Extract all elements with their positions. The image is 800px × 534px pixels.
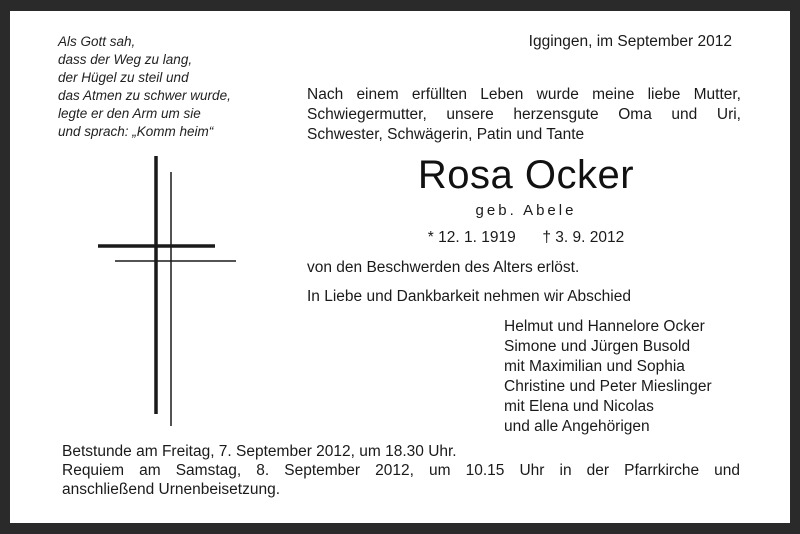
- intro-line: Schwiegermutter, unsere herzensgute Oma und Uri,: [307, 106, 741, 123]
- mourner-line: und alle Angehörigen: [504, 418, 650, 435]
- service-line: Betstunde am Freitag, 7. September 2012, um 18.30 Uhr.: [62, 443, 457, 460]
- service-line: Requiem am Samstag, 8. September 2012, um 10.15 Uhr in der Pfarrkirche und: [62, 462, 740, 479]
- service-line: anschließend Urnenbeisetzung.: [62, 481, 280, 498]
- mourner-line: Christine und Peter Mieslinger: [504, 378, 712, 395]
- mourner-line: Helmut und Hannelore Ocker: [504, 318, 705, 335]
- maiden-name: geb. Abele: [475, 202, 577, 219]
- life-dates: [306, 229, 746, 247]
- mourner-line: mit Elena und Nicolas: [504, 398, 654, 415]
- birth-date: 12. 1. 1919: [438, 229, 516, 246]
- poem-line: und sprach: „Komm heim“: [58, 124, 214, 139]
- poem: [58, 33, 231, 141]
- poem-line: der Hügel zu steil und: [58, 70, 189, 85]
- intro-line: Nach einem erfüllten Leben wurde meine liebe Mutter,: [307, 86, 741, 103]
- death-symbol: †: [542, 229, 551, 246]
- intro-text: [307, 85, 741, 145]
- mourner-line: Simone und Jürgen Busold: [504, 338, 691, 355]
- farewell-text: In Liebe und Dankbarkeit nehmen wir Abschied: [307, 288, 631, 305]
- double-line-cross-icon: [94, 156, 239, 426]
- mourners-list: [504, 317, 712, 437]
- poem-line: das Atmen zu schwer wurde,: [58, 88, 231, 103]
- birth-symbol: *: [427, 229, 434, 246]
- death-date: 3. 9. 2012: [555, 229, 625, 246]
- poem-line: legte er den Arm um sie: [58, 106, 201, 121]
- service-info: [62, 442, 740, 499]
- poem-line: Als Gott sah,: [58, 34, 136, 49]
- obituary-card: [10, 11, 790, 523]
- intro-line: Schwester, Schwägerin, Patin und Tante: [307, 126, 585, 143]
- mourner-line: mit Maximilian und Sophia: [504, 358, 685, 375]
- place-date: Iggingen, im September 2012: [528, 33, 732, 50]
- released-text: von den Beschwerden des Alters erlöst.: [307, 259, 580, 276]
- deceased-name: Rosa Ocker: [417, 153, 635, 197]
- poem-line: dass der Weg zu lang,: [58, 52, 193, 67]
